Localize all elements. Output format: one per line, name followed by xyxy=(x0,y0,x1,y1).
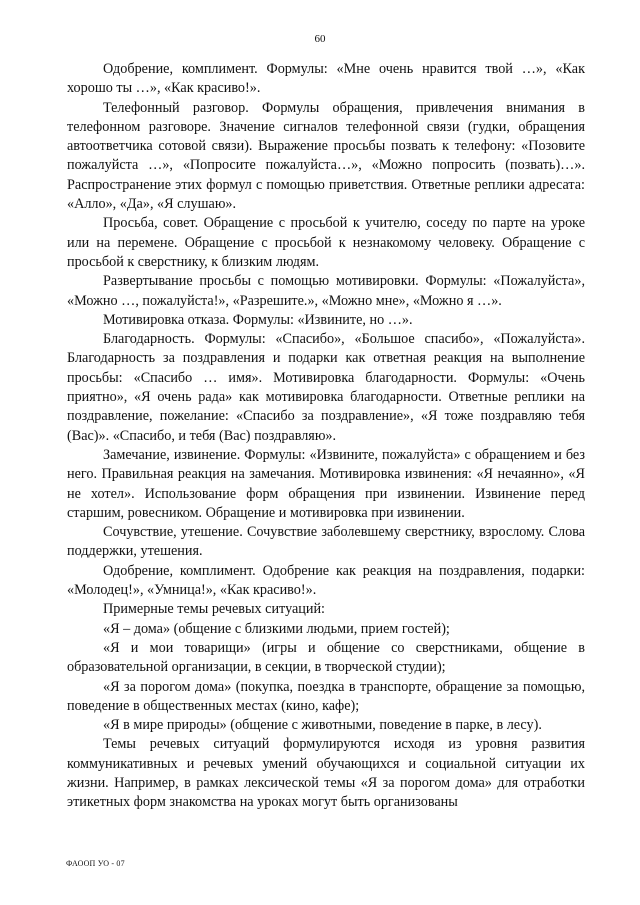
paragraph-topics-formulation: Темы речевых ситуаций формулируются исходя из уровня развития коммуникативных и речевых умений обучающихся и социальной ситуации их жизни. Например, в рамках лексической темы «Я за порогом дома» для отработки этикетных форм знакомства на уроках могут быть организованы xyxy=(67,736,585,811)
paragraph-approval-reaction: Одобрение, комплимент. Одобрение как реакция на поздравления, подарки: «Молодец!», «Умница!», «Как красиво!». xyxy=(67,562,585,599)
paragraph-request-motivation: Развертывание просьбы с помощью мотивировки. Формулы: «Пожалуйста», «Можно …, пожалуйста!», «Разрешите.», «Можно мне», «Можно я …». xyxy=(67,273,585,309)
paragraph-topic-outside: «Я за порогом дома» (покупка, поездка в транспорте, обращение за помощью, поведение в общественных местах (кино, кафе); xyxy=(67,678,585,714)
paragraph-request-advice: Просьба, совет. Обращение с просьбой к учителю, соседу по парте на уроке или на перемене. Обращение с просьбой к незнакомому человеку. Обращение с просьбой к сверстнику, к близким людям. xyxy=(67,215,585,270)
paragraph-sympathy: Сочувствие, утешение. Сочувствие заболевшему сверстнику, взрослому. Слова поддержки, утешения. xyxy=(67,524,585,560)
paragraph-gratitude: Благодарность. Формулы: «Спасибо», «Большое спасибо», «Пожалуйста». Благодарность за поздравления и подарки как ответная реакция на выполнение просьбы: «Спасибо … имя». Мотивировка благодарности. Формулы: «Очень приятно», «Я очень рада» как мотивировка благодарности. Ответные реплики на поздравление, пожелание: «Спасибо за поздравление», «Я тоже поздравляю тебя (Вас)». «Спасибо, и тебя (Вас) поздравляю». xyxy=(67,331,585,444)
paragraph-topics-heading: Примерные темы речевых ситуаций: xyxy=(103,601,325,618)
footer-document-code: ФАООП УО - 07 xyxy=(66,859,125,868)
body-text xyxy=(67,60,585,813)
page-number: 60 xyxy=(314,33,326,45)
paragraph-refusal-motivation: Мотивировка отказа. Формулы: «Извините, но …». xyxy=(103,311,413,328)
paragraph-topic-friends: «Я и мои товарищи» (игры и общение со сверстниками, общение в образовательной организации, в секции, в творческой студии); xyxy=(67,639,585,676)
paragraph-topic-nature: «Я в мире природы» (общение с животными, поведение в парке, в лесу). xyxy=(103,717,542,734)
paragraph-remark-apology: Замечание, извинение. Формулы: «Извините, пожалуйста» с обращением и без него. Правильная реакция на замечания. Мотивировка извинения: «Я нечаянно», «Я не хотел». Использование форм обращения при извинении. Извинение перед старшим, ровесником. Обращение и мотивировка при извинении. xyxy=(67,446,585,521)
paragraph-topic-home: «Я – дома» (общение с близкими людьми, прием гостей); xyxy=(103,620,450,637)
paragraph-phone-conversation: Телефонный разговор. Формулы обращения, привлечения внимания в телефонном разговоре. Значение сигналов телефонной связи (гудки, обращения автоответчика сотовой связи). Выражение просьбы позвать к телефону: «Позовите пожалуйста …», «Попросите пожалуйста…», «Можно попросить (позвать)…». Распространение этих формул с помощью приветствия. Ответные реплики адресата: «Алло», «Да», «Я слушаю». xyxy=(67,99,585,213)
paragraph-approval-compliment: Одобрение, комплимент. Формулы: «Мне очень нравится твой …», «Как хорошо ты …», «Как красиво!». xyxy=(67,61,585,97)
